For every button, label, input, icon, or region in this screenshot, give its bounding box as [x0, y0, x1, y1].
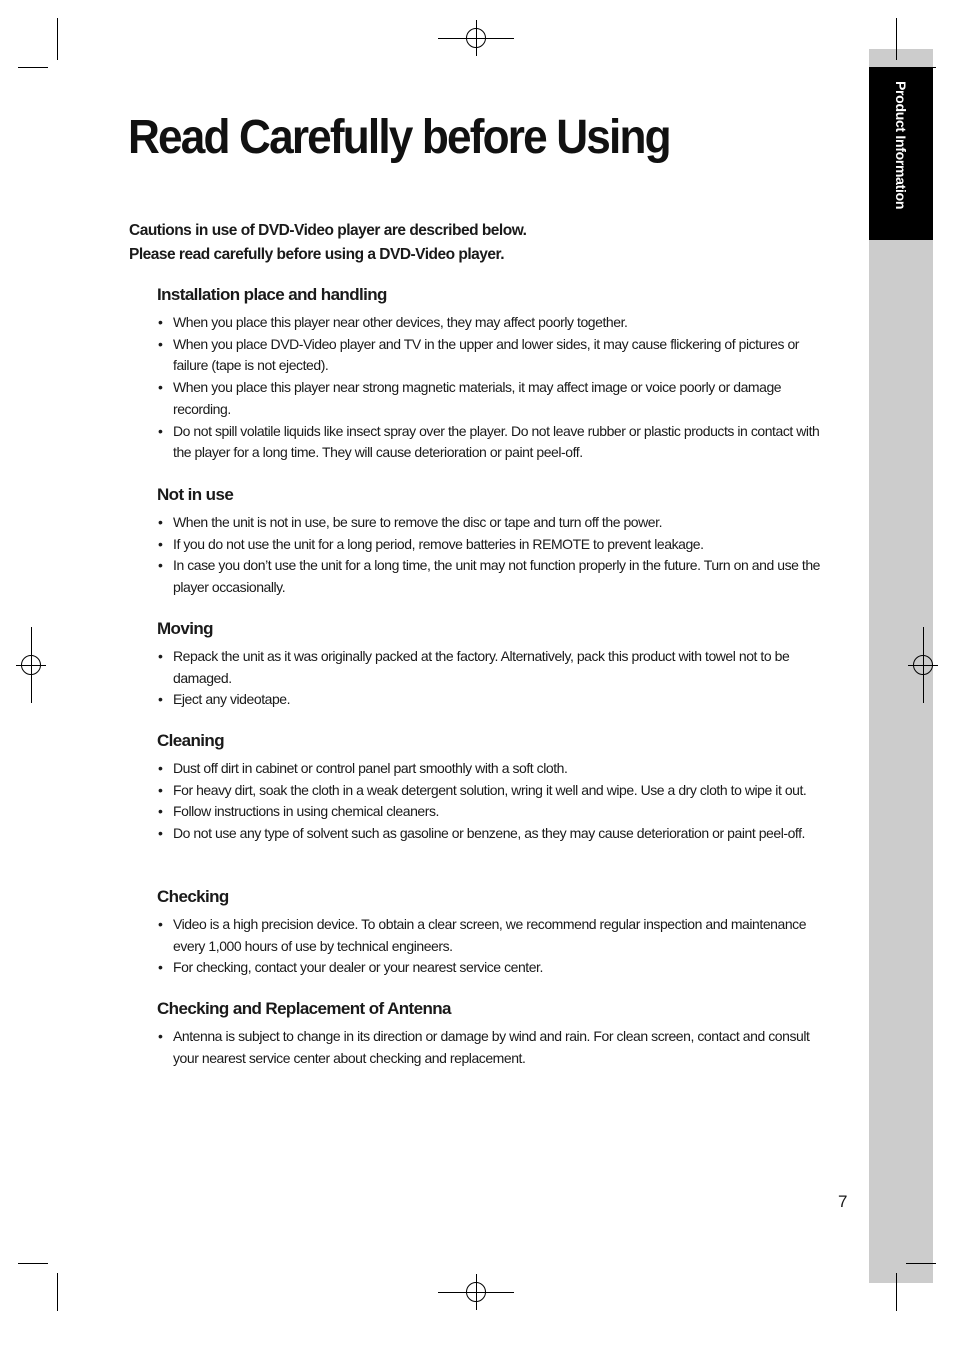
list-item: • Video is a high precision device. To obtain a clear screen, we recommend regular inspection and maintenance every 1,000 hours of use by technical engineers. — [157, 914, 825, 957]
bullet-list — [157, 1026, 825, 1069]
section-heading: Cleaning — [157, 731, 224, 750]
section-checking — [157, 884, 825, 979]
list-item: • Antenna is subject to change in its direction or damage by wind and rain. For clean screen, contact and consult your nearest service center about checking and replacement. — [157, 1026, 825, 1069]
section-heading: Installation place and handling — [157, 285, 387, 304]
list-item: • Eject any videotape. — [157, 689, 825, 711]
section-heading: Checking — [157, 887, 229, 906]
list-item: • Follow instructions in using chemical cleaners. — [157, 801, 806, 823]
bullet-list — [157, 312, 825, 464]
intro-text — [129, 219, 527, 267]
list-item: • When you place this player near strong magnetic materials, it may affect image or voice poorly or damage recording. — [157, 377, 825, 420]
list-item: • Dust off dirt in cabinet or control panel part smoothly with a soft cloth. — [157, 758, 806, 780]
bullet-list — [157, 646, 825, 711]
list-item: • If you do not use the unit for a long period, remove batteries in REMOTE to prevent leakage. — [157, 534, 825, 556]
section-tab-label: Product Information — [893, 81, 909, 210]
list-item: • When you place DVD-Video player and TV in the upper and lower sides, it may cause flickering of pictures or failure (tape is not ejected). — [157, 334, 825, 377]
list-item: • When you place this player near other devices, they may affect poorly together. — [157, 312, 825, 334]
list-item: • Repack the unit as it was originally packed at the factory. Alternatively, pack this product with towel not to be damaged. — [157, 646, 825, 689]
section-not-in-use — [157, 482, 825, 599]
section-cleaning — [157, 728, 806, 845]
list-item: • For checking, contact your dealer or your nearest service center. — [157, 957, 825, 979]
bullet-list — [157, 914, 825, 979]
page-number: 7 — [838, 1192, 848, 1211]
list-item: • Do not spill volatile liquids like insect spray over the player. Do not leave rubber or plastic products in contact with the player for a long time. They will cause deterioration or paint peel-off. — [157, 421, 825, 464]
list-item: • For heavy dirt, soak the cloth in a weak detergent solution, wring it well and wipe. Use a dry cloth to wipe it out. — [157, 780, 806, 802]
section-installation — [157, 282, 825, 464]
section-moving — [157, 616, 825, 711]
bullet-list — [157, 758, 806, 845]
section-heading: Moving — [157, 619, 213, 638]
list-item: • In case you don’t use the unit for a long time, the unit may not function properly in the future. Turn on and use the player occasionally. — [157, 555, 825, 598]
section-heading: Checking and Replacement of Antenna — [157, 999, 451, 1018]
list-item: • When the unit is not in use, be sure to remove the disc or tape and turn off the power. — [157, 512, 825, 534]
intro-line: Cautions in use of DVD-Video player are described below. — [129, 222, 527, 239]
section-heading: Not in use — [157, 485, 234, 504]
bullet-list — [157, 512, 825, 599]
section-antenna — [157, 996, 825, 1069]
intro-line: Please read carefully before using a DVD-Video player. — [129, 246, 505, 263]
list-item: • Do not use any type of solvent such as gasoline or benzene, as they may cause deterioration or paint peel-off. — [157, 823, 806, 845]
page-title: Read Carefully before Using — [128, 111, 670, 164]
